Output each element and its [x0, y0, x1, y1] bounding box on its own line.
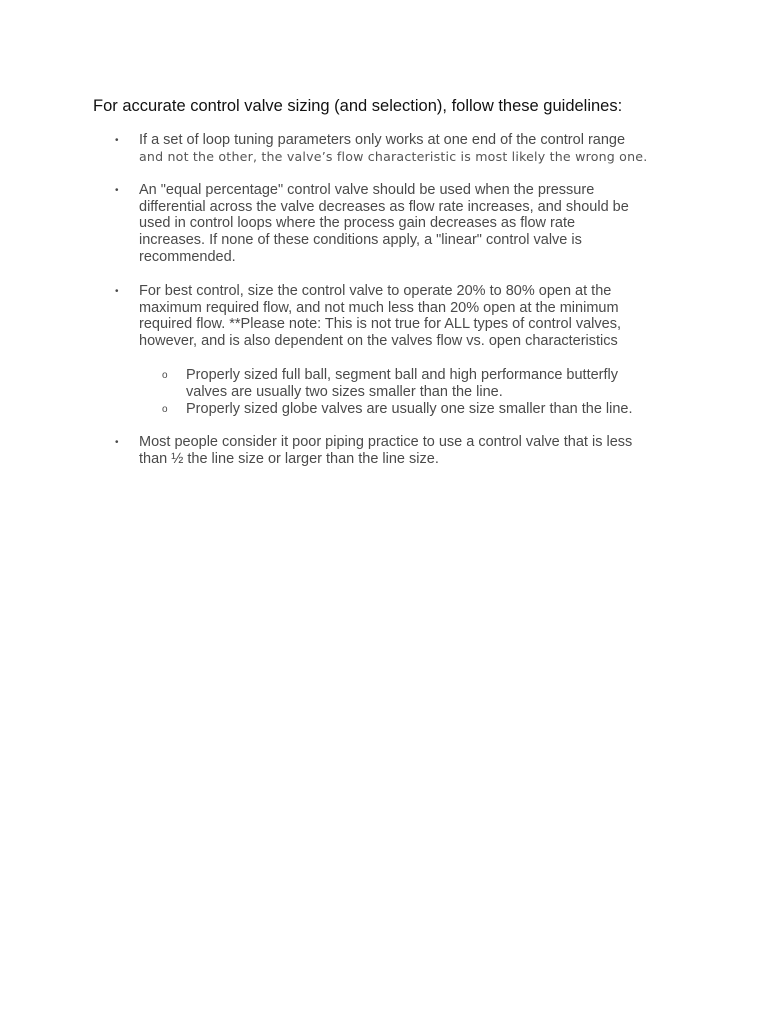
bullet-line: maximum required flow, and not much less than 20% open at the minimum — [139, 299, 619, 316]
bullet-line: and not the other, the valve’s flow characteristic is most likely the wrong one. — [139, 148, 648, 164]
bullet-line: If a set of loop tuning parameters only works at one end of the control range — [139, 132, 626, 148]
bullet-line: recommended. — [139, 248, 236, 265]
bullet-line: An "equal percentage" control valve should be used when the pressure — [139, 182, 595, 198]
bullet-marker: • — [115, 185, 119, 196]
bullet-item-best-control — [139, 283, 675, 350]
bullet-line: used in control loops where the process gain decreases as flow rate — [139, 215, 576, 232]
bullet-marker: • — [115, 286, 119, 297]
bullet-item-tuning — [139, 132, 675, 165]
bullet-line: increases. If none of these conditions apply, a "linear" control valve is — [139, 232, 582, 249]
bullet-marker: • — [115, 437, 119, 448]
bullet-line: however, and is also dependent on the valves flow vs. open characteristics — [139, 333, 618, 350]
bullet-line: required flow. **Please note: This is not true for ALL types of control valves, — [139, 316, 621, 333]
subitem-ball-valves — [186, 367, 686, 400]
subitem-line: valves are usually two sizes smaller than the line. — [186, 383, 503, 400]
bullet-line: Most people consider it poor piping practice to use a control valve that is less — [139, 434, 633, 450]
subitem-line: Properly sized globe valves are usually one size smaller than the line. — [186, 401, 633, 417]
bullet-line: differential across the valve decreases as flow rate increases, and should be — [139, 198, 629, 215]
subitem-globe-valves — [186, 401, 686, 418]
subitem-line: Properly sized full ball, segment ball and high performance butterfly — [186, 367, 619, 383]
page-heading: For accurate control valve sizing (and selection), follow these guidelines: — [93, 97, 623, 115]
subbullet-marker: o — [162, 370, 168, 381]
subbullet-marker: o — [162, 404, 168, 415]
bullet-item-piping-practice — [139, 434, 675, 467]
bullet-line: than ½ the line size or larger than the line size. — [139, 450, 439, 467]
bullet-line: For best control, size the control valve to operate 20% to 80% open at the — [139, 283, 612, 299]
bullet-marker: • — [115, 135, 119, 146]
bullet-item-equal-percentage — [139, 182, 675, 266]
